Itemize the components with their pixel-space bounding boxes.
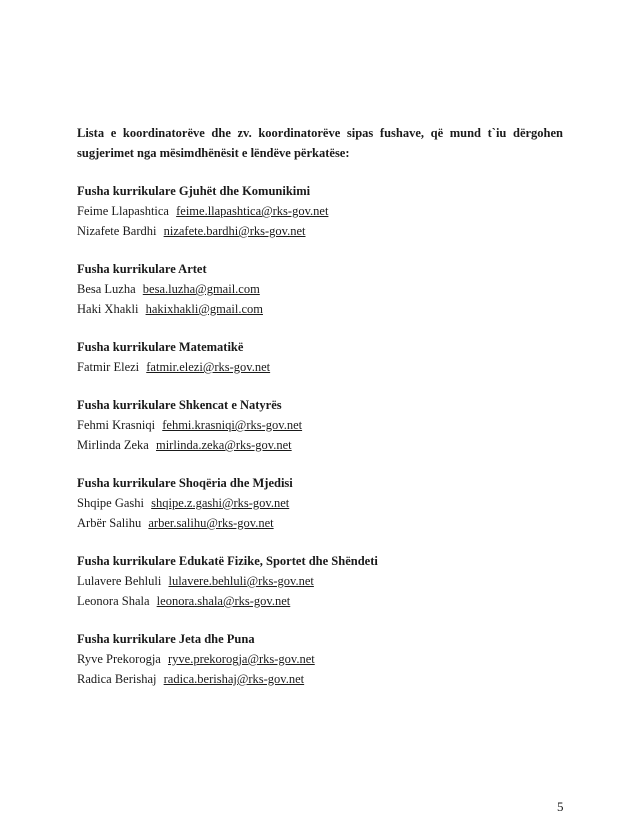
coordinator-entry bbox=[77, 571, 563, 591]
document-page bbox=[77, 123, 563, 707]
section-title: Fusha kurrikulare Matematikë bbox=[77, 340, 244, 354]
coordinator-entry bbox=[77, 279, 563, 299]
coordinator-entry bbox=[77, 415, 563, 435]
coordinator-entry bbox=[77, 493, 563, 513]
coordinator-entry bbox=[77, 435, 563, 455]
coordinator-email-link[interactable]: nizafete.bardhi@rks-gov.net bbox=[163, 224, 306, 238]
section-title: Fusha kurrikulare Shkencat e Natyrës bbox=[77, 398, 282, 412]
page-number: 5 bbox=[557, 799, 564, 814]
coordinator-email-link[interactable]: fatmir.elezi@rks-gov.net bbox=[146, 360, 271, 374]
section-title: Fusha kurrikulare Gjuhët dhe Komunikimi bbox=[77, 184, 311, 198]
coordinator-email-link[interactable]: mirlinda.zeka@rks-gov.net bbox=[155, 438, 292, 452]
coordinator-email-link[interactable]: shqipe.z.gashi@rks-gov.net bbox=[151, 496, 290, 510]
coordinator-name: Mirlinda Zeka bbox=[77, 438, 149, 452]
coordinator-email-link[interactable]: ryve.prekorogja@rks-gov.net bbox=[167, 652, 315, 666]
coordinator-name: Nizafete Bardhi bbox=[77, 224, 157, 238]
coordinator-name: Shqipe Gashi bbox=[77, 496, 145, 510]
coordinator-entry bbox=[77, 357, 563, 377]
coordinator-email-link[interactable]: fehmi.krasniqi@rks-gov.net bbox=[162, 418, 303, 432]
coordinator-name: Fatmir Elezi bbox=[77, 360, 140, 374]
coordinator-name: Radica Berishaj bbox=[77, 672, 157, 686]
coordinator-section bbox=[77, 337, 563, 377]
coordinator-section bbox=[77, 259, 563, 319]
coordinator-entry bbox=[77, 513, 563, 533]
coordinator-email-link[interactable]: leonora.shala@rks-gov.net bbox=[156, 594, 291, 608]
coordinator-email-link[interactable]: lulavere.behluli@rks-gov.net bbox=[168, 574, 314, 588]
coordinator-entry bbox=[77, 669, 563, 689]
section-title: Fusha kurrikulare Edukatë Fizike, Sportet dhe Shëndeti bbox=[77, 554, 378, 568]
intro-paragraph: Lista e koordinatorëve dhe zv. koordinatorëve sipas fushave, që mund t`iu dërgohen sugjerimet nga mësimdhënësit e lëndëve përkatëse: bbox=[77, 126, 563, 160]
coordinator-entry bbox=[77, 221, 563, 241]
coordinator-sections bbox=[77, 181, 563, 689]
coordinator-email-link[interactable]: radica.berishaj@rks-gov.net bbox=[163, 672, 305, 686]
coordinator-email-link[interactable]: hakixhakli@gmail.com bbox=[145, 302, 263, 316]
coordinator-email-link[interactable]: arber.salihu@rks-gov.net bbox=[148, 516, 274, 530]
coordinator-email-link[interactable]: feime.llapashtica@rks-gov.net bbox=[176, 204, 329, 218]
section-title: Fusha kurrikulare Artet bbox=[77, 262, 207, 276]
coordinator-name: Fehmi Krasniqi bbox=[77, 418, 156, 432]
coordinator-section bbox=[77, 629, 563, 689]
section-title: Fusha kurrikulare Jeta dhe Puna bbox=[77, 632, 255, 646]
coordinator-name: Arbër Salihu bbox=[77, 516, 142, 530]
coordinator-email-link[interactable]: besa.luzha@gmail.com bbox=[142, 282, 260, 296]
coordinator-name: Lulavere Behluli bbox=[77, 574, 162, 588]
coordinator-name: Ryve Prekorogja bbox=[77, 652, 161, 666]
coordinator-section bbox=[77, 395, 563, 455]
coordinator-name: Besa Luzha bbox=[77, 282, 136, 296]
coordinator-section bbox=[77, 473, 563, 533]
coordinator-entry bbox=[77, 201, 563, 221]
coordinator-entry bbox=[77, 299, 563, 319]
coordinator-section bbox=[77, 181, 563, 241]
coordinator-entry bbox=[77, 649, 563, 669]
coordinator-entry bbox=[77, 591, 563, 611]
coordinator-section bbox=[77, 551, 563, 611]
coordinator-name: Haki Xhakli bbox=[77, 302, 139, 316]
section-title: Fusha kurrikulare Shoqëria dhe Mjedisi bbox=[77, 476, 293, 490]
coordinator-name: Leonora Shala bbox=[77, 594, 150, 608]
coordinator-name: Feime Llapashtica bbox=[77, 204, 169, 218]
